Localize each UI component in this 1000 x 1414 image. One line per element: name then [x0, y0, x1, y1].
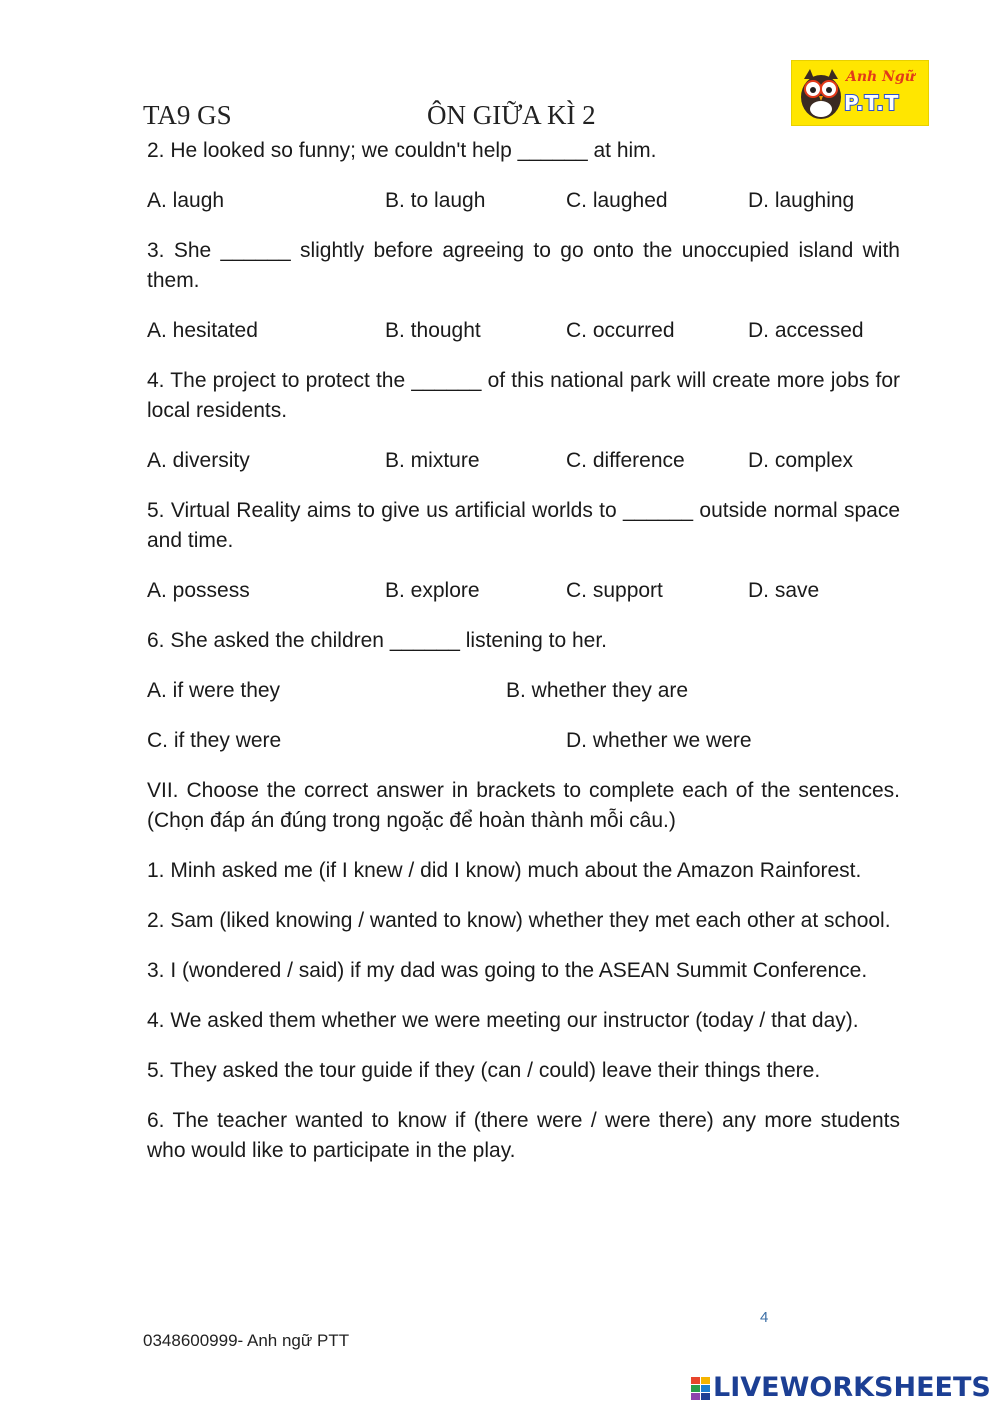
header-title: ÔN GIỮA KÌ 2: [427, 100, 596, 130]
question-stem: 4. The project to protect the ______ of this national park will create more jobs for local residents.: [147, 369, 900, 422]
option: D. complex: [748, 449, 854, 472]
footer-contact: 0348600999- Anh ngữ PTT: [143, 1331, 350, 1350]
option: B. thought: [385, 319, 481, 342]
liveworksheets-watermark: [691, 1372, 991, 1406]
liveworksheets-text: LIVEWORKSHEETS: [713, 1372, 991, 1403]
exercise-sentence: 6. The teacher wanted to know if (there were / were there) any more students who would like to participate in the play.: [147, 1109, 900, 1162]
question-options: [147, 186, 900, 216]
option: C. support: [566, 579, 663, 602]
page-number: 4: [760, 1309, 769, 1326]
option: A. diversity: [147, 449, 250, 472]
question-stem: 2. He looked so funny; we couldn't help ______ at him.: [147, 139, 657, 162]
option: A. possess: [147, 579, 250, 602]
exercise-sentence: 1. Minh asked me (if I knew / did I know) much about the Amazon Rainforest.: [147, 859, 862, 882]
option: C. occurred: [566, 319, 675, 342]
option: C. laughed: [566, 189, 668, 212]
logo-bottom-text: P.T.T: [844, 91, 900, 115]
exercise-sentence: 5. They asked the tour guide if they (can / could) leave their things there.: [147, 1059, 821, 1082]
option: A. if were they: [147, 679, 281, 702]
option: D. save: [748, 579, 820, 602]
owl-icon: [798, 67, 844, 121]
option: D. whether we were: [566, 729, 752, 752]
option: A. laugh: [147, 189, 225, 212]
question-stem: 3. She ______ slightly before agreeing to go onto the unoccupied island with them.: [147, 239, 900, 292]
liveworksheets-icon: [691, 1377, 711, 1401]
exercise-sentence: 4. We asked them whether we were meeting our instructor (today / that day).: [147, 1009, 859, 1032]
option: A. hesitated: [147, 319, 258, 342]
option: B. whether they are: [506, 679, 689, 702]
option: C. difference: [566, 449, 685, 472]
anh-ngu-ptt-logo: [791, 60, 929, 126]
logo-top-text: Anh Ngữ: [846, 69, 915, 85]
question-stem: 6. She asked the children ______ listening to her.: [147, 629, 607, 652]
worksheet-content: [147, 136, 900, 1186]
option: B. mixture: [385, 449, 480, 472]
question-options: [147, 576, 900, 606]
option: C. if they were: [147, 729, 282, 752]
exercise-sentence: 2. Sam (liked knowing / wanted to know) whether they met each other at school.: [147, 909, 891, 932]
question-options: [147, 676, 900, 706]
option: B. to laugh: [385, 189, 486, 212]
option: D. laughing: [748, 189, 855, 212]
question-stem: 5. Virtual Reality aims to give us artificial worlds to ______ outside normal space and time.: [147, 499, 900, 552]
section-heading: VII. Choose the correct answer in brackets to complete each of the sentences. (Chọn đáp án đúng trong ngoặc để hoàn thành mỗi câu.): [147, 779, 900, 832]
question-options: [147, 446, 900, 476]
option: B. explore: [385, 579, 480, 602]
exercise-sentence: 3. I (wondered / said) if my dad was going to the ASEAN Summit Conference.: [147, 959, 868, 982]
option: D. accessed: [748, 319, 864, 342]
question-options: [147, 316, 900, 346]
question-options: [147, 726, 900, 756]
header-left: TA9 GS: [143, 100, 232, 130]
